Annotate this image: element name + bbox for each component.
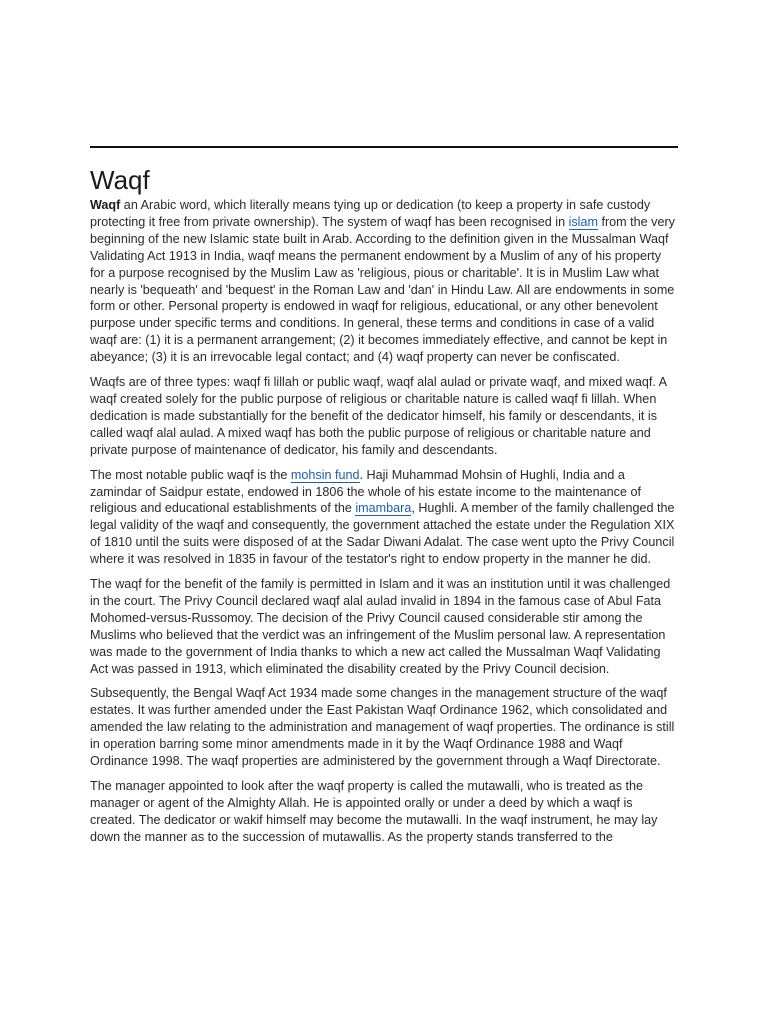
paragraph-text: from the very beginning of the new Islamic state built in Arab. According to the definition given in the Mussalman Waqf Validating Act 1913 in India, waqf means the permanent endowment by a Muslim of any of his property for a purpose recognised by the Muslim Law as 'religious, pious or charitable'. It is in Muslim Law what nearly is 'bequeath' and 'bequest' in the Roman Law and 'dan' in Hindu Law. All are endowments in some form or other. Personal property is endowed in waqf for religious, educational, or any other benevolent purpose under specific terms and conditions. In general, these terms and conditions in case of a valid waqf are: (1) it is a permanent arrangement; (2) it becomes immediately effective, and cannot be kept in abeyance; (3) it is an irrevocable legal contact; and (4) waqf property can never be confiscated. <box>90 214 675 365</box>
page-title: Waqf <box>90 165 150 195</box>
lead-term: Waqf <box>90 198 121 212</box>
paragraph-public-waqf <box>90 467 678 568</box>
paragraph-text: . Haji Muhammad Mohsin of Hughli, India and a zamindar of Saidpur estate, endowed in 1806 the whole of his estate income to the maintenance of religious and educational establishments of the <box>90 467 641 516</box>
link-mohsin-fund[interactable]: mohsin fund <box>290 467 360 482</box>
paragraph-text: an Arabic word, which literally means tying up or dedication (to keep a property in safe custody protecting it free from private ownership). The system of waqf has been recognised in <box>90 198 651 229</box>
link-imambara[interactable]: imambara <box>355 501 412 516</box>
paragraph-bengal-act: Subsequently, the Bengal Waqf Act 1934 made some changes in the management structure of the waqf estates. It was further amended under the East Pakistan Waqf Ordinance 1962, which consolidated and amended the law relating to the administration and management of waqf properties. The ordinance is still in operation barring some minor amendments made in it by the Waqf Ordinance 1988 and Waqf Ordinance 1998. The waqf properties are administered by the government through a Waqf Directorate. <box>90 686 675 769</box>
paragraph-types: Waqfs are of three types: waqf fi lillah or public waqf, waqf alal aulad or private waqf, and mixed waqf. A waqf created solely for the public purpose of religious or charitable nature is called waqf fi lillah. When dedication is made substantially for the benefit of the dedicator himself, his family or descendants, it is called waqf alal aulad. A mixed waqf has both the public purpose of religious or charitable nature and private purpose of maintenance of dedicator, his family and descendants. <box>90 375 667 457</box>
paragraph-text: The most notable public waqf is the <box>90 467 291 482</box>
link-islam[interactable]: islam <box>568 214 598 229</box>
document-page <box>90 146 678 854</box>
paragraph-text: , Hughli. A member of the family challenged the legal validity of the waqf and consequently, the government attached the estate under the Regulation XIX of 1810 until the suits were disposed of at the Sadar Diwani Adalat. The case went upto the Privy Council where it was resolved in 1835 in favour of the testator's right to endow property in the manner he did. <box>90 501 675 567</box>
paragraph-family-waqf: The waqf for the benefit of the family is permitted in Islam and it was an institution until it was challenged in the court. The Privy Council declared waqf alal aulad invalid in 1894 in the famous case of Abul Fata Mohomed-versus-Russomoy. The decision of the Privy Council caused considerable stir among the Muslims who believed that the verdict was an infringement of the Muslim personal law. A representation was made to the government of India thanks to which a new act called the Mussalman Waqf Validating Act was passed in 1913, which eliminated the disability created by the Privy Council decision. <box>90 577 671 676</box>
top-divider <box>90 146 678 148</box>
paragraph-mutawalli: The manager appointed to look after the waqf property is called the mutawalli, who is treated as the manager or agent of the Almighty Allah. He is appointed orally or under a deed by which a waqf is created. The dedicator or wakif himself may become the mutawalli. In the waqf instrument, he may lay down the manner as to the succession of mutawallis. As the property stands transferred to the <box>90 779 658 844</box>
paragraph-intro <box>90 197 678 366</box>
